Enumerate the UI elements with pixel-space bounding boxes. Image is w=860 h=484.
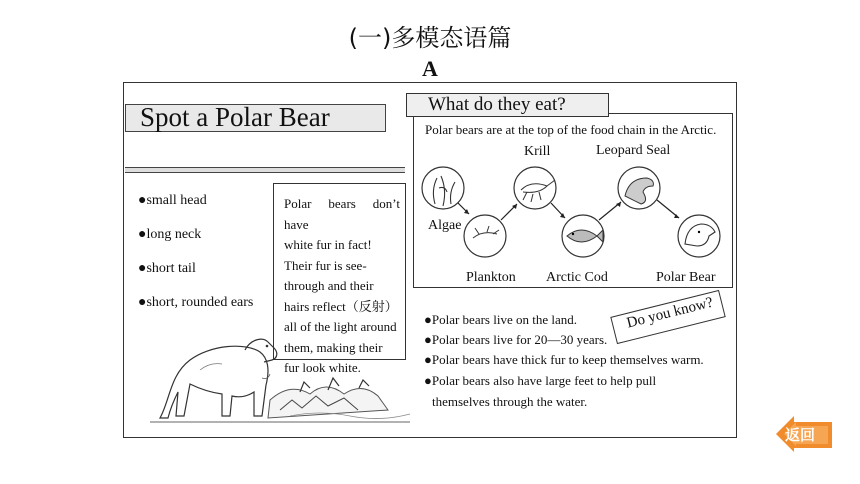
passage-letter: A	[422, 56, 438, 81]
fact-line: fur look white.	[284, 360, 361, 375]
fact-bullet: ●Polar bears live for 20—30 years.	[424, 332, 608, 347]
fact-line: through and their	[284, 278, 374, 293]
label-algae: Algae	[428, 218, 462, 233]
fact-bullet: ●Polar bears also have large feet to help pull	[424, 373, 657, 388]
back-button-label[interactable]: 返回	[785, 426, 816, 444]
label-arctic-cod: Arctic Cod	[546, 270, 608, 285]
title-divider	[125, 167, 405, 173]
section-heading: (一)多模态语篇	[348, 24, 512, 52]
polar-bear-illustration	[150, 330, 420, 430]
poster-title: Spot a Polar Bear	[140, 102, 330, 132]
plankton-circle	[464, 215, 506, 257]
fact-bullet: ●Polar bears have thick fur to keep themselves warm.	[424, 352, 704, 367]
food-chain-title: What do they eat?	[428, 94, 566, 115]
fact-bullet: ●Polar bears live on the land.	[424, 312, 577, 327]
feature-item: ●short, rounded ears	[138, 295, 254, 310]
food-chain-diagram	[413, 140, 733, 288]
fact-line: Polar bears don’t have	[284, 196, 400, 232]
did-you-know-label: Do you know?	[625, 294, 715, 332]
fact-line: Their fur is see-	[284, 257, 367, 273]
feature-item: ●short tail	[138, 261, 196, 276]
feature-item: ●long neck	[138, 227, 202, 242]
label-leopard-seal: Leopard Seal	[596, 143, 671, 158]
fact-bullet: themselves through the water.	[432, 394, 588, 409]
food-chain-intro: Polar bears are at the top of the food chain in the Arctic.	[425, 122, 717, 137]
label-plankton: Plankton	[466, 270, 516, 285]
feature-item: ●small head	[138, 193, 207, 208]
fact-line: them, making their	[284, 339, 383, 355]
label-polar-bear: Polar Bear	[656, 270, 716, 285]
label-krill: Krill	[524, 144, 551, 159]
krill-circle	[514, 167, 556, 209]
fact-line: hairs reflect（反射）	[284, 298, 398, 314]
fact-line: all of the light around	[284, 319, 397, 334]
fact-line: white fur in fact!	[284, 237, 372, 252]
